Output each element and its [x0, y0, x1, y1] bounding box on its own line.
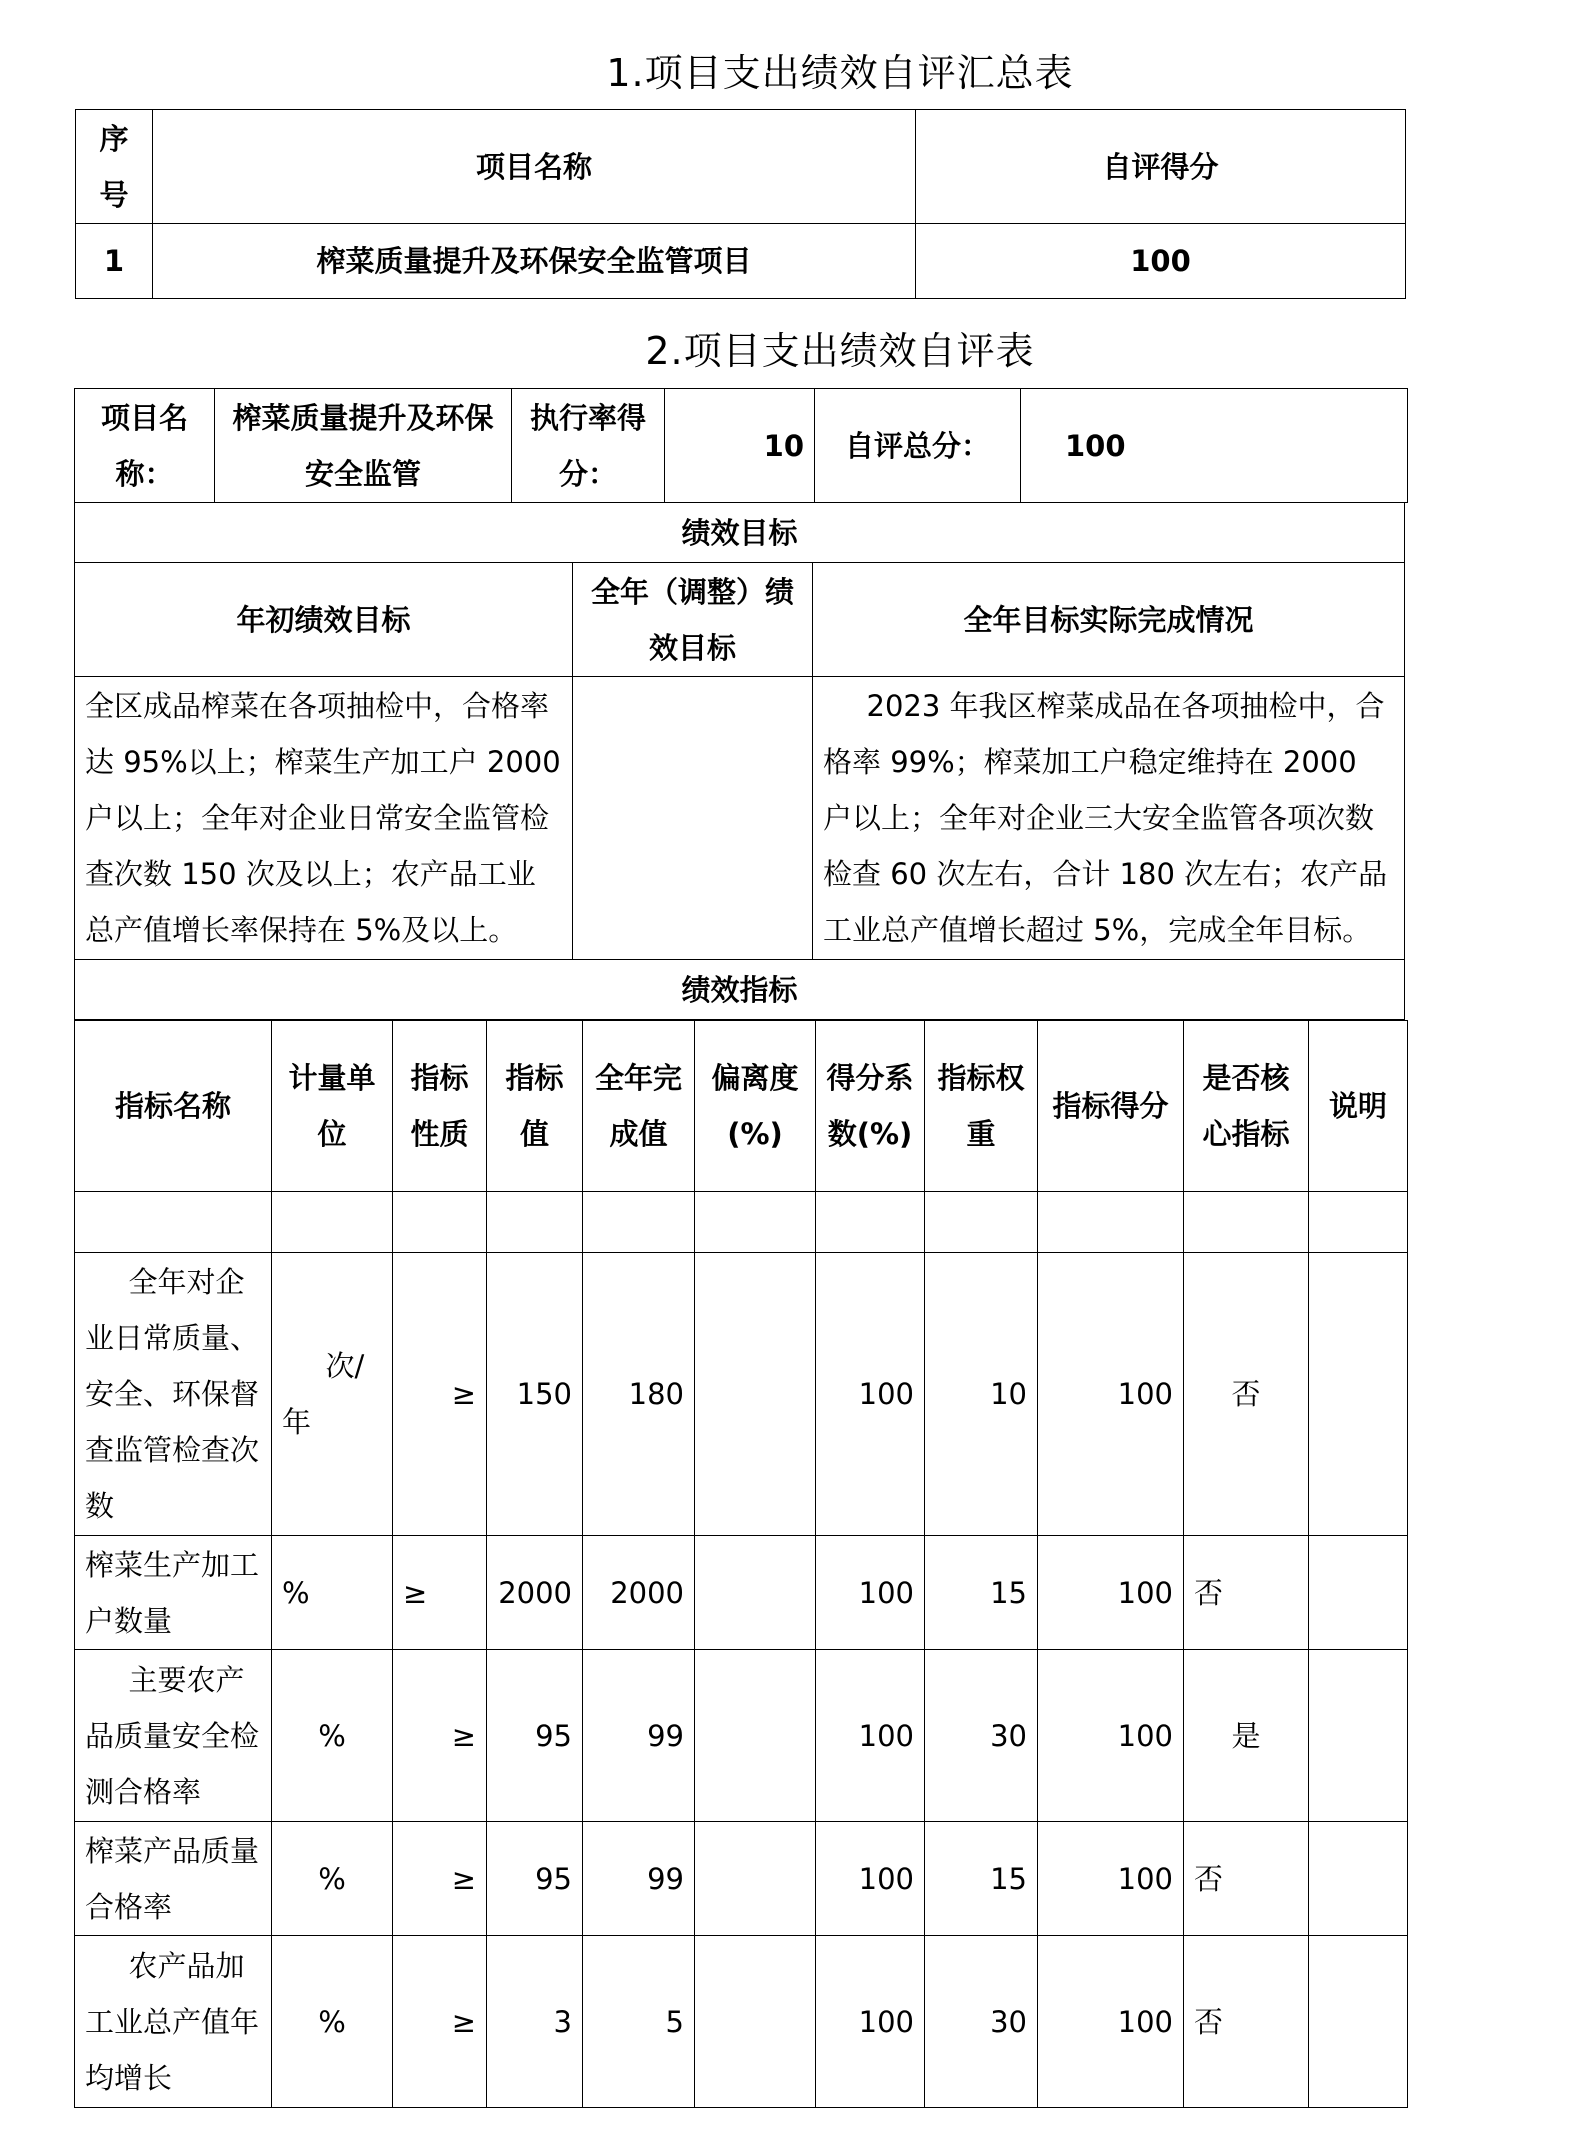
- indicators-section-title: 绩效指标: [75, 960, 1405, 1020]
- project-info-table: [74, 388, 1408, 503]
- indicator-note: [1309, 1650, 1408, 1822]
- indicator-nature: ≥: [393, 1536, 487, 1650]
- indicator-unit: %: [272, 1936, 393, 2108]
- indicator-coefficient: 100: [816, 1253, 925, 1536]
- indicator-note: [1309, 1936, 1408, 2108]
- indicator-coefficient: 100: [816, 1822, 925, 1936]
- performance-goals-table: [74, 502, 1405, 1020]
- empty-cell: [583, 1192, 695, 1253]
- indicator-unit: %: [272, 1536, 393, 1650]
- indicator-target: 95: [487, 1650, 583, 1822]
- empty-cell: [816, 1192, 925, 1253]
- indicator-deviation: [695, 1536, 816, 1650]
- col-header-actual: 全年完成值: [583, 1021, 695, 1192]
- indicator-nature: ≥: [393, 1650, 487, 1822]
- indicator-weight: 15: [925, 1536, 1038, 1650]
- indicator-nature: ≥: [393, 1822, 487, 1936]
- col-header-target: 指标值: [487, 1021, 583, 1192]
- performance-indicators-table: [74, 1020, 1408, 2108]
- indicator-unit: 次/年: [272, 1253, 393, 1536]
- col-header-coefficient: 得分系数(%): [816, 1021, 925, 1192]
- indicator-name: 农产品加工业总产值年均增长: [75, 1936, 272, 2108]
- indicator-deviation: [695, 1253, 816, 1536]
- table-row: [75, 1650, 1408, 1822]
- indicator-target: 150: [487, 1253, 583, 1536]
- empty-row: [75, 1192, 1408, 1253]
- empty-cell: [695, 1192, 816, 1253]
- indicator-deviation: [695, 1936, 816, 2108]
- indicator-actual: 99: [583, 1650, 695, 1822]
- table-row: [75, 1536, 1408, 1650]
- table-row: [75, 1822, 1408, 1936]
- total-score-value: 100: [1021, 389, 1408, 503]
- indicator-target: 3: [487, 1936, 583, 2108]
- header-project-name: 项目名称: [153, 110, 916, 224]
- row-index: 1: [76, 224, 153, 299]
- indicator-nature: ≥: [393, 1253, 487, 1536]
- col-header-note: 说明: [1309, 1021, 1408, 1192]
- empty-cell: [272, 1192, 393, 1253]
- indicator-coefficient: 100: [816, 1650, 925, 1822]
- goals-actual-header: 全年目标实际完成情况: [813, 563, 1405, 677]
- indicator-name: 榨菜生产加工户数量: [75, 1536, 272, 1650]
- indicator-weight: 30: [925, 1650, 1038, 1822]
- indicator-core: 否: [1184, 1253, 1309, 1536]
- indicator-weight: 10: [925, 1253, 1038, 1536]
- indicator-score: 100: [1038, 1650, 1184, 1822]
- indicator-note: [1309, 1822, 1408, 1936]
- indicator-score: 100: [1038, 1936, 1184, 2108]
- empty-cell: [925, 1192, 1038, 1253]
- indicator-target: 95: [487, 1822, 583, 1936]
- col-header-core: 是否核心指标: [1184, 1021, 1309, 1192]
- exec-rate-label: 执行率得分：: [512, 389, 665, 503]
- empty-cell: [393, 1192, 487, 1253]
- indicator-coefficient: 100: [816, 1936, 925, 2108]
- indicator-core: 是: [1184, 1650, 1309, 1822]
- indicator-score: 100: [1038, 1536, 1184, 1650]
- indicator-actual: 180: [583, 1253, 695, 1536]
- col-header-name: 指标名称: [75, 1021, 272, 1192]
- indicator-name: 全年对企业日常质量、安全、环保督查监管检查次数: [75, 1253, 272, 1536]
- empty-cell: [1038, 1192, 1184, 1253]
- row-self-score: 100: [916, 224, 1406, 299]
- goals-adjusted-text: [573, 677, 813, 960]
- indicator-score: 100: [1038, 1253, 1184, 1536]
- goals-actual-text: 2023 年我区榨菜成品在各项抽检中，合格率 99%；榨菜加工户稳定维持在 2000 户以上；全年对企业三大安全监管各项次数检查 60 次左右，合计 180 次左右；农产品工业总产值增长超过 5%，完成全年目标。: [813, 677, 1405, 960]
- empty-cell: [75, 1192, 272, 1253]
- indicator-actual: 5: [583, 1936, 695, 2108]
- indicator-core: 否: [1184, 1822, 1309, 1936]
- goals-adjusted-header: 全年（调整）绩效目标: [573, 563, 813, 677]
- project-name-label: 项目名称：: [75, 389, 215, 503]
- indicator-score: 100: [1038, 1822, 1184, 1936]
- indicator-weight: 15: [925, 1822, 1038, 1936]
- goals-section-title: 绩效目标: [75, 503, 1405, 563]
- indicator-name: 榨菜产品质量合格率: [75, 1822, 272, 1936]
- project-name-value: 榨菜质量提升及环保安全监管: [215, 389, 512, 503]
- indicator-nature: ≥: [393, 1936, 487, 2108]
- empty-cell: [1309, 1192, 1408, 1253]
- indicator-actual: 2000: [583, 1536, 695, 1650]
- header-index: 序号: [76, 110, 153, 224]
- indicator-note: [1309, 1536, 1408, 1650]
- evaluation-table-title: 2.项目支出绩效自评表: [645, 329, 1035, 373]
- indicator-name: 主要农产品质量安全检测合格率: [75, 1650, 272, 1822]
- col-header-nature: 指标性质: [393, 1021, 487, 1192]
- total-score-label: 自评总分：: [815, 389, 1021, 503]
- indicator-core: 否: [1184, 1536, 1309, 1650]
- col-header-score: 指标得分: [1038, 1021, 1184, 1192]
- col-header-unit: 计量单位: [272, 1021, 393, 1192]
- indicator-unit: %: [272, 1650, 393, 1822]
- table-row: [75, 1253, 1408, 1536]
- indicator-coefficient: 100: [816, 1536, 925, 1650]
- summary-table: [75, 109, 1406, 299]
- indicator-unit: %: [272, 1822, 393, 1936]
- indicator-weight: 30: [925, 1936, 1038, 2108]
- col-header-deviation: 偏离度(%): [695, 1021, 816, 1192]
- indicator-target: 2000: [487, 1536, 583, 1650]
- exec-rate-value: 10: [665, 389, 815, 503]
- row-project-name: 榨菜质量提升及环保安全监管项目: [153, 224, 916, 299]
- header-self-score: 自评得分: [916, 110, 1406, 224]
- table-row: [75, 1936, 1408, 2108]
- summary-table-title: 1.项目支出绩效自评汇总表: [606, 51, 1074, 95]
- indicator-deviation: [695, 1822, 816, 1936]
- indicator-core: 否: [1184, 1936, 1309, 2108]
- indicator-deviation: [695, 1650, 816, 1822]
- goals-initial-text: 全区成品榨菜在各项抽检中，合格率达 95%以上；榨菜生产加工户 2000 户以上；全年对企业日常安全监管检查次数 150 次及以上；农产品工业总产值增长率保持在 5%及以上。: [75, 677, 573, 960]
- empty-cell: [487, 1192, 583, 1253]
- indicator-actual: 99: [583, 1822, 695, 1936]
- col-header-weight: 指标权重: [925, 1021, 1038, 1192]
- indicator-note: [1309, 1253, 1408, 1536]
- goals-initial-header: 年初绩效目标: [75, 563, 573, 677]
- empty-cell: [1184, 1192, 1309, 1253]
